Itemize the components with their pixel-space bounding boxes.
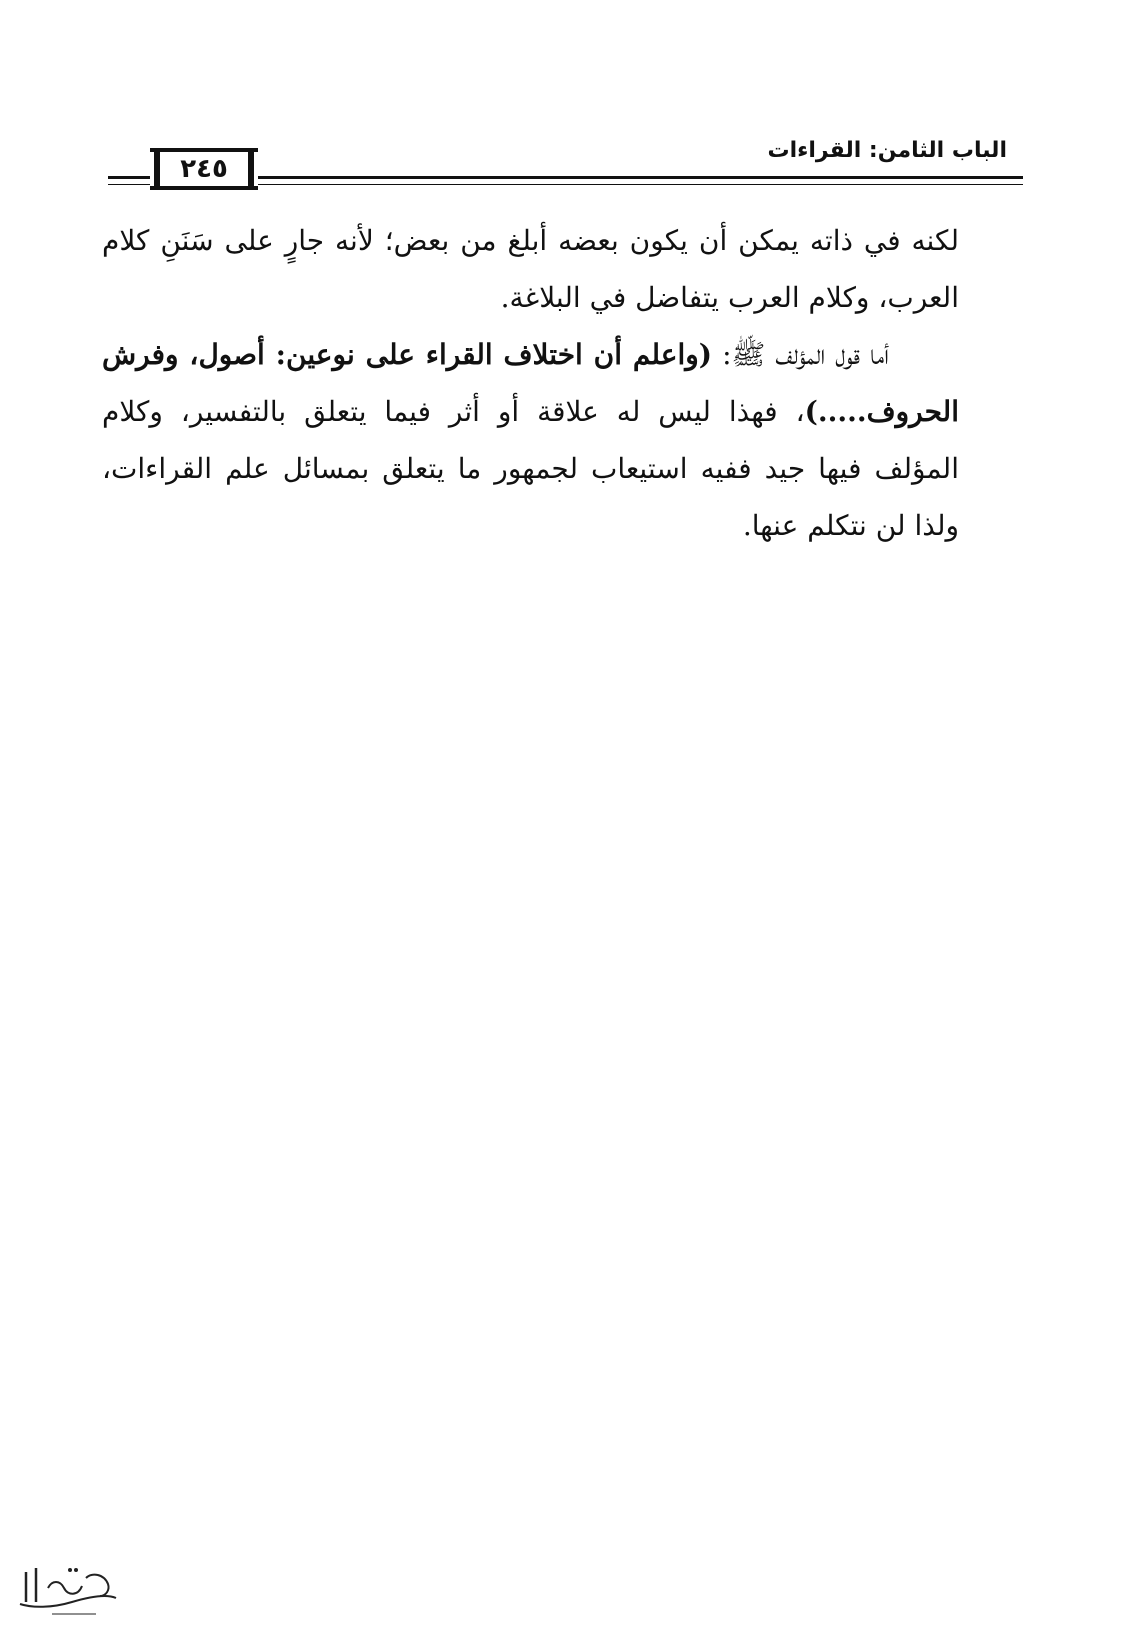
paragraph-2-intro: أما قول المؤلف ﷺ: bbox=[712, 338, 889, 371]
body-text bbox=[102, 212, 959, 554]
header-rule-thick bbox=[258, 176, 1023, 179]
watermark-logo bbox=[12, 1558, 122, 1622]
paragraph-2-quote: (واعلم أن اختلاف القراء على نوعين: أصول، وفرش الحروف.....) bbox=[102, 338, 959, 428]
calligraphic-logo-icon bbox=[12, 1558, 122, 1622]
header-rule-thin bbox=[258, 184, 1023, 185]
page-number: ٢٤٥ bbox=[180, 154, 228, 184]
paragraph-2-rest: ، فهذا ليس له علاقة أو أثر فيما يتعلق بالتفسير، وكلام المؤلف فيها جيد ففيه استيعاب لجمهور ما يتعلق بمسائل علم القراءات، ولذا لن نتكلم عنها. bbox=[102, 395, 959, 542]
running-header-title: الباب الثامن: القراءات bbox=[767, 138, 1007, 163]
paragraph-2 bbox=[102, 326, 959, 554]
page-number-frame bbox=[150, 148, 258, 190]
frame-pillar-left bbox=[154, 152, 160, 186]
frame-cap-bottom bbox=[150, 186, 258, 190]
header-rule-left-thin bbox=[108, 184, 150, 185]
frame-pillar-right bbox=[248, 152, 254, 186]
header-rule-left-thick bbox=[108, 176, 150, 179]
paragraph-1: لكنه في ذاته يمكن أن يكون بعضه أبلغ من بعض؛ لأنه جارٍ على سَنَنِ كلام العرب، وكلام العرب يتفاضل في البلاغة. bbox=[102, 224, 959, 314]
